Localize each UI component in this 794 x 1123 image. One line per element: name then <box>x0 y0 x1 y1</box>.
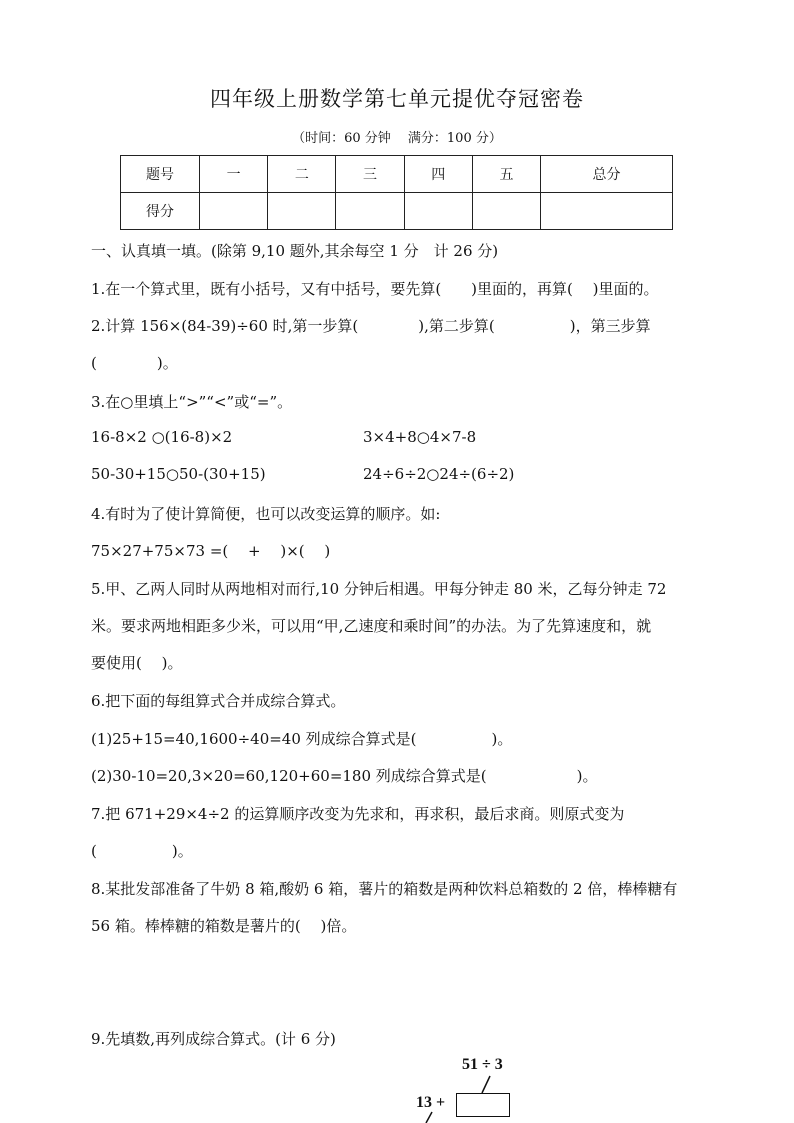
diagram-left-expression: 13 + <box>416 1094 446 1111</box>
question-3-b: 3×4+8○4×7-8 <box>363 428 477 446</box>
header-cell-1: 一 <box>200 156 268 193</box>
question-5-line2: 米。要求两地相距多少米，可以用“甲,乙速度和乘时间”的办法。为了先算速度和，就 <box>91 617 652 635</box>
header-cell-5: 五 <box>472 156 540 193</box>
question-4: 4.有时为了使计算简便，也可以改变运算的顺序。如: <box>91 505 441 523</box>
question-5-line1: 5.甲、乙两人同时从两地相对而行,10 分钟后相遇。甲每分钟走 80 米，乙每分钟走 72 <box>91 580 667 598</box>
diagram-connector-line-lower <box>426 1112 432 1123</box>
question-1: 1.在一个算式里，既有小括号，又有中括号，要先算( )里面的，再算( )里面的。 <box>91 280 659 298</box>
question-7-line1: 7.把 671+29×4÷2 的运算顺序改变为先求和，再求积，最后求商。则原式变为 <box>91 805 625 823</box>
section1-heading: 一、认真填一填。(除第 9,10 题外,其余每空 1 分 计 26 分) <box>91 242 499 260</box>
question-9: 9.先填数,再列成综合算式。(计 6 分) <box>91 1030 336 1048</box>
question-8-line2: 56 箱。棒棒糖的箱数是薯片的( )倍。 <box>91 917 357 935</box>
header-cell-3: 三 <box>336 156 404 193</box>
exam-time-info: （时间：60 分钟 满分：100 分） <box>292 131 502 146</box>
question-4-expression: 75×27+75×73 =( + )×( ) <box>91 542 331 560</box>
question-6-part1: (1)25+15=40,1600÷40=40 列成综合算式是( )。 <box>91 730 513 748</box>
page-title: 四年级上册数学第七单元提优夺冠密卷 <box>210 87 584 111</box>
diagram-top-expression: 51 ÷ 3 <box>462 1056 503 1073</box>
header-cell-number: 题号 <box>121 156 200 193</box>
score-row-label: 得分 <box>121 193 200 230</box>
header-cell-2: 二 <box>268 156 336 193</box>
question-2-line2: ( )。 <box>91 354 178 372</box>
diagram-connector-line <box>482 1076 490 1093</box>
question-3: 3.在○里填上“>”“<”或“=”。 <box>91 393 293 411</box>
question-2-line1: 2.计算 156×(84-39)÷60 时,第一步算( ),第二步算( )，第三步算 <box>91 317 651 335</box>
question-8-line1: 8.某批发部准备了牛奶 8 箱,酸奶 6 箱，薯片的箱数是两种饮料总箱数的 2 倍，棒棒糖有 <box>91 880 678 898</box>
question-6: 6.把下面的每组算式合并成综合算式。 <box>91 692 346 710</box>
header-cell-4: 四 <box>404 156 472 193</box>
question-3-d: 24÷6÷2○24÷(6÷2) <box>363 465 515 483</box>
question-3-c: 50-30+15○50-(30+15) <box>91 465 266 483</box>
question-7-line2: ( )。 <box>91 842 193 860</box>
question-6-part2: (2)30-10=20,3×20=60,120+60=180 列成综合算式是( )。 <box>91 767 598 785</box>
question-3-a: 16-8×2 ○(16-8)×2 <box>91 428 233 446</box>
question-5-line3: 要使用( )。 <box>91 654 183 672</box>
header-cell-total: 总分 <box>541 156 673 193</box>
